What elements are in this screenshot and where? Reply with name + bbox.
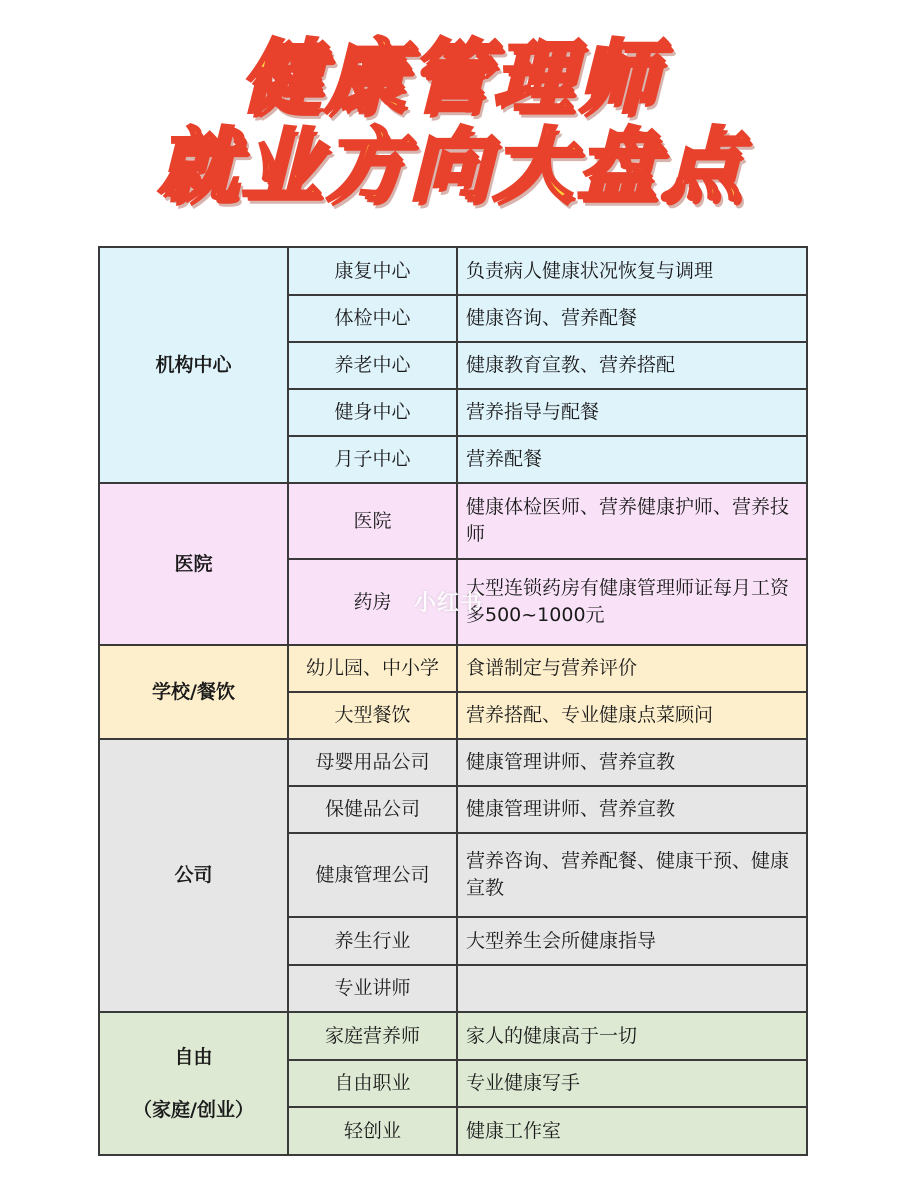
place-cell: 专业讲师 (288, 965, 457, 1012)
duty-cell: 食谱制定与营养评价 (457, 645, 807, 692)
duty-cell: 健康管理讲师、营养宣教 (457, 739, 807, 786)
place-cell: 大型餐饮 (288, 692, 457, 739)
table-row (99, 247, 807, 295)
place-cell: 健身中心 (288, 389, 457, 436)
place-cell: 康复中心 (288, 247, 457, 295)
duty-cell: 大型养生会所健康指导 (457, 917, 807, 965)
category-freelance-subtitle: （家庭/创业） (133, 1098, 254, 1121)
place-cell: 轻创业 (288, 1107, 457, 1155)
place-cell: 药房 (288, 559, 457, 645)
table-row (99, 739, 807, 786)
title-line-2: 就业方向大盘点 (157, 119, 745, 212)
career-table (98, 246, 808, 1156)
category-school-catering: 学校/餐饮 (99, 645, 288, 739)
place-cell: 养生行业 (288, 917, 457, 965)
watermark: 小红书 (414, 591, 484, 616)
place-cell: 家庭营养师 (288, 1012, 457, 1060)
duty-cell: 健康工作室 (457, 1107, 807, 1155)
place-cell: 自由职业 (288, 1060, 457, 1107)
duty-cell: 营养咨询、营养配餐、健康干预、健康宣教 (457, 833, 807, 917)
duty-cell: 营养指导与配餐 (457, 389, 807, 436)
place-cell: 体检中心 (288, 295, 457, 342)
table-row (99, 483, 807, 559)
duty-cell: 专业健康写手 (457, 1060, 807, 1107)
title-line-1: 健康管理师 (241, 31, 661, 124)
category-freelance (99, 1012, 288, 1155)
table-row (99, 1012, 807, 1060)
place-cell: 保健品公司 (288, 786, 457, 833)
place-cell: 月子中心 (288, 436, 457, 483)
duty-cell: 负责病人健康状况恢复与调理 (457, 247, 807, 295)
duty-cell: 健康咨询、营养配餐 (457, 295, 807, 342)
duty-cell: 健康管理讲师、营养宣教 (457, 786, 807, 833)
duty-cell (457, 965, 807, 1012)
place-cell: 养老中心 (288, 342, 457, 389)
table-row (99, 645, 807, 692)
duty-cell: 健康教育宣教、营养搭配 (457, 342, 807, 389)
duty-cell: 大型连锁药房有健康管理师证每月工资多500~1000元 (457, 559, 807, 645)
place-cell: 健康管理公司 (288, 833, 457, 917)
place-cell: 医院 (288, 483, 457, 559)
duty-cell: 健康体检医师、营养健康护师、营养技师 (457, 483, 807, 559)
category-freelance-title: 自由 (174, 1045, 213, 1068)
duty-cell: 营养搭配、专业健康点菜顾问 (457, 692, 807, 739)
place-cell: 幼儿园、中小学 (288, 645, 457, 692)
category-hospital: 医院 (99, 483, 288, 645)
category-company: 公司 (99, 739, 288, 1012)
place-cell: 母婴用品公司 (288, 739, 457, 786)
duty-cell: 家人的健康高于一切 (457, 1012, 807, 1060)
category-institution: 机构中心 (99, 247, 288, 483)
duty-cell: 营养配餐 (457, 436, 807, 483)
